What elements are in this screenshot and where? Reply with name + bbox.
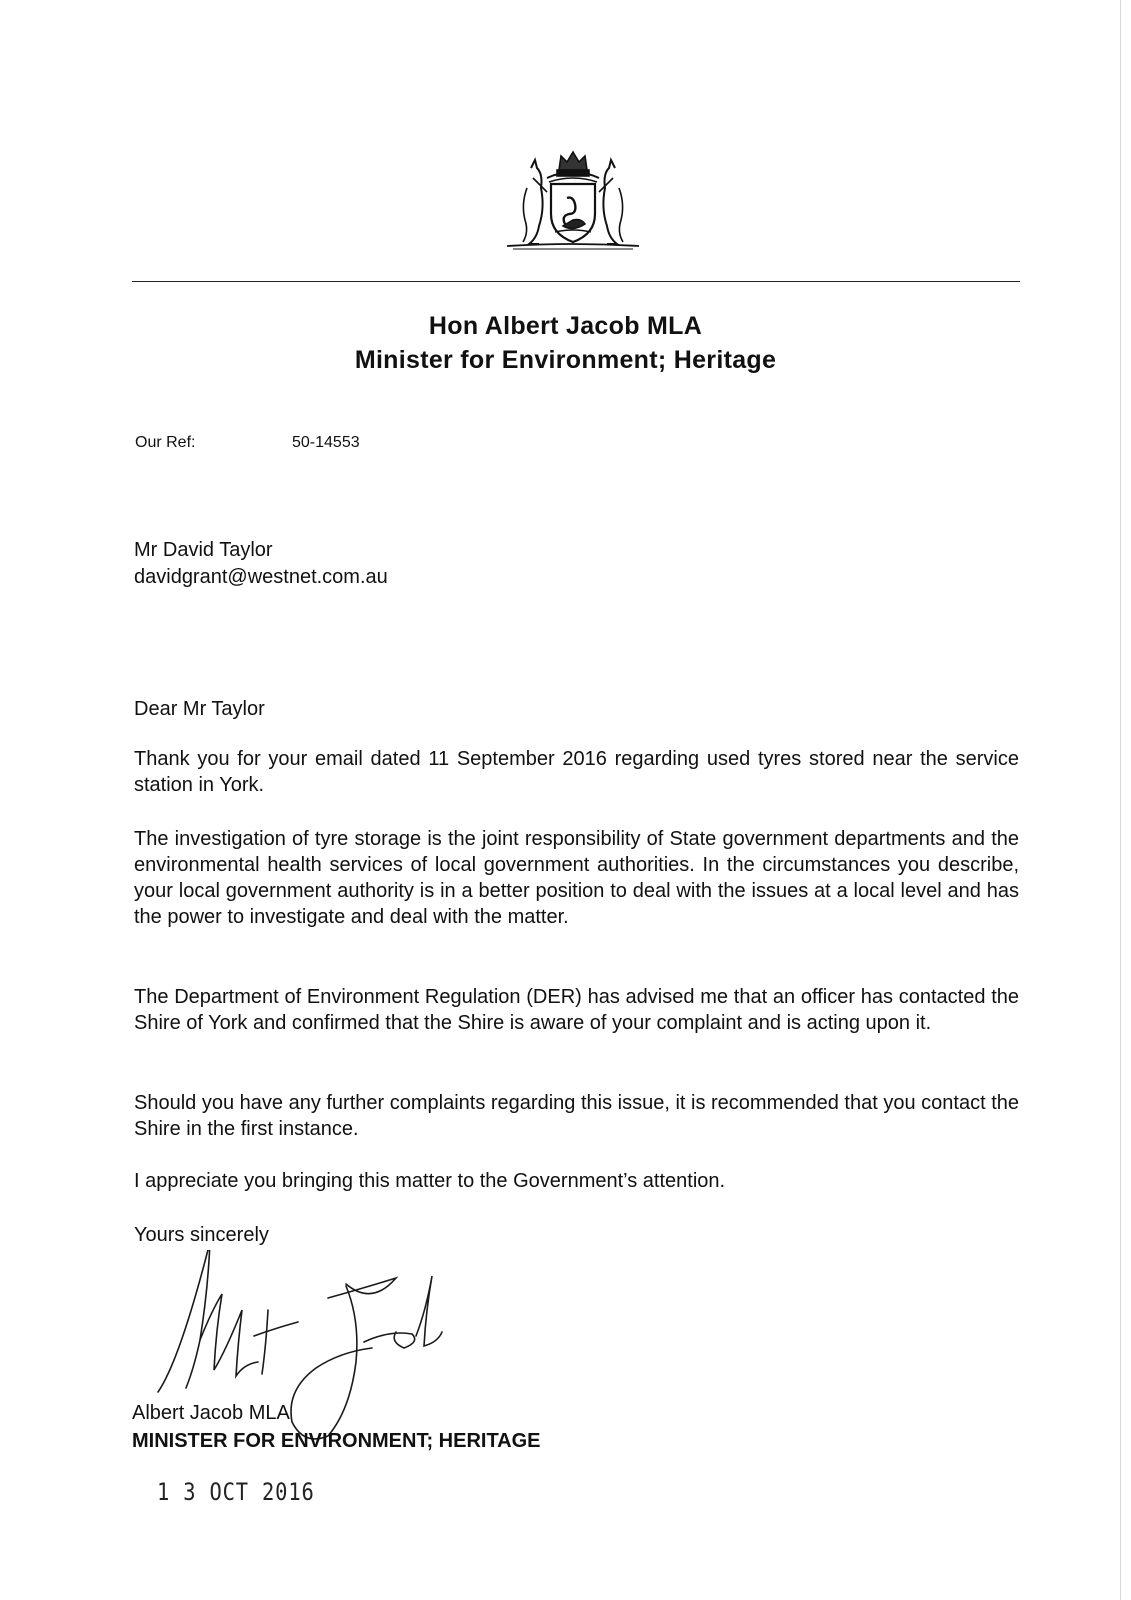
body-paragraph: I appreciate you bringing this matter to the Government’s attention. [134,1170,726,1192]
body-paragraph: The Department of Environment Regulation (DER) has advised me that an officer has contacted the Shire of York and confirmed that the Shire is aware of your complaint and is acting upon it. [134,986,1019,1034]
signatory-name: Albert Jacob MLA [132,1402,290,1424]
recipient-name: Mr David Taylor [134,539,273,561]
date-stamp: 1 3 OCT 2016 [157,1478,315,1506]
recipient-block [134,537,388,591]
minister-name: Hon Albert Jacob MLA [428,312,703,340]
salutation: Dear Mr Taylor [134,698,265,720]
recipient-email: davidgrant@westnet.com.au [134,566,388,588]
coat-of-arms-icon [503,148,643,254]
body-paragraph: Should you have any further complaints regarding this issue, it is recommended that you contact the Shire in the first instance. [134,1092,1019,1140]
page-edge-line [1120,0,1121,1600]
body-paragraph: The investigation of tyre storage is the joint responsibility of State government departments and the environmental health services of local government authorities. In the circumstances you describe, your local government authority is in a better position to deal with the issues at a local level and has the power to investigate and deal with the matter. [134,828,1019,928]
letterhead-divider [132,281,1020,282]
body-paragraph: Thank you for your email dated 11 September 2016 regarding used tyres stored near the service station in York. [134,748,1019,796]
minister-title: Minister for Environment; Heritage [354,346,777,374]
reference-label: Our Ref: [135,434,196,451]
reference-value: 50-14553 [292,434,360,451]
closing: Yours sincerely [134,1224,269,1246]
signatory-title: MINISTER FOR ENVIRONMENT; HERITAGE [132,1430,541,1452]
